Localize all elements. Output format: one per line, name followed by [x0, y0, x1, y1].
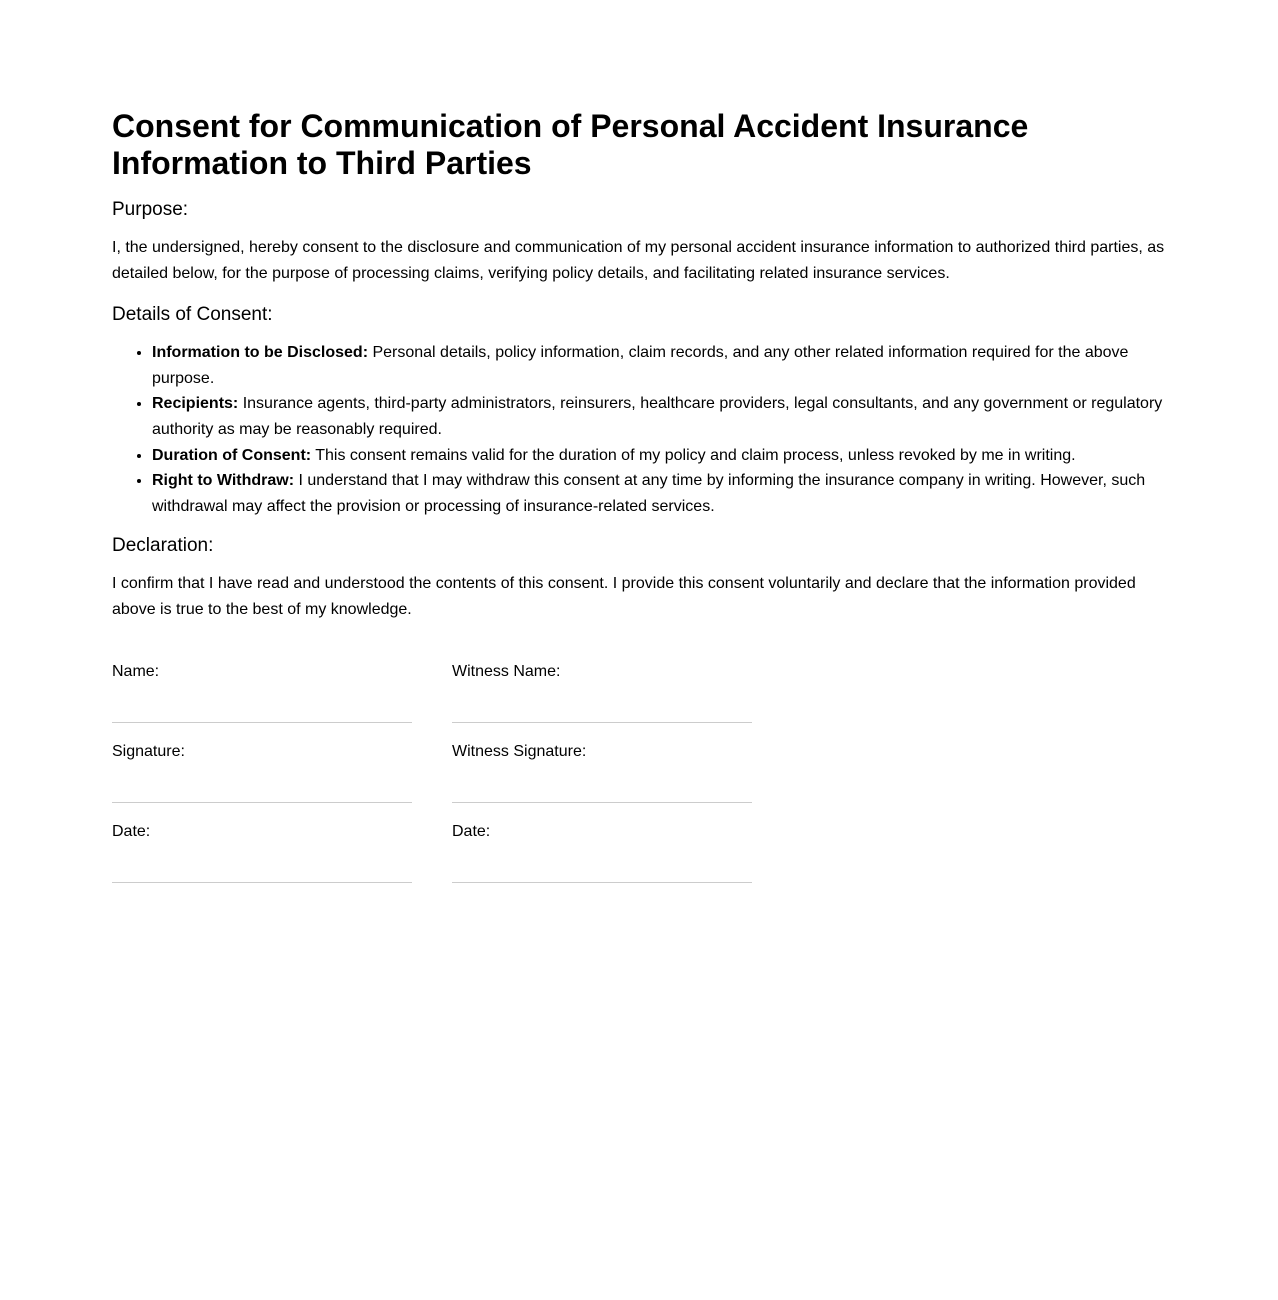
witness-date-field[interactable] — [452, 823, 752, 883]
list-item-label: Right to Withdraw: — [152, 472, 295, 490]
signature-grid — [112, 663, 1170, 883]
declaration-section — [112, 534, 1170, 622]
list-item-label: Recipients: — [152, 395, 239, 413]
signature-label: Signature: — [112, 742, 185, 760]
signature-line[interactable] — [112, 785, 412, 803]
name-line[interactable] — [112, 705, 412, 723]
date-label: Date: — [112, 822, 151, 840]
document-title: Consent for Communication of Personal Accident Insurance Information to Third Parties — [112, 108, 1029, 181]
witness-name-line[interactable] — [452, 705, 752, 723]
declaration-text: I confirm that I have read and understood the contents of this consent. I provide this consent voluntarily and declare that the information provided above is true to the best of my knowledge. — [112, 575, 1136, 618]
list-item-label: Information to be Disclosed: — [152, 344, 369, 362]
witness-name-label: Witness Name: — [452, 662, 561, 680]
list-item-right-to-withdraw — [152, 468, 1170, 519]
witness-signature-field[interactable] — [452, 743, 752, 803]
name-field[interactable] — [112, 663, 412, 723]
list-item-text: I understand that I may withdraw this consent at any time by informing the insurance company in writing. However, such withdrawal may affect the provision or processing of insurance-related services. — [152, 472, 1146, 515]
list-item-recipients — [152, 391, 1170, 442]
witness-signature-label: Witness Signature: — [452, 742, 587, 760]
witness-date-line[interactable] — [452, 865, 752, 883]
list-item-text: Personal details, policy information, claim records, and any other related information required for the above purpose. — [152, 344, 1129, 387]
consent-document — [112, 108, 1170, 883]
date-field[interactable] — [112, 823, 412, 883]
purpose-heading: Purpose: — [112, 199, 189, 220]
date-line[interactable] — [112, 865, 412, 883]
signature-field[interactable] — [112, 743, 412, 803]
details-list — [112, 340, 1170, 519]
name-label: Name: — [112, 662, 160, 680]
list-item-information-disclosed — [152, 340, 1170, 391]
list-item-text: This consent remains valid for the duration of my policy and claim process, unless revoked by me in writing. — [311, 446, 1076, 464]
witness-date-label: Date: — [452, 822, 491, 840]
list-item-duration — [152, 443, 1170, 469]
purpose-text: I, the undersigned, hereby consent to the disclosure and communication of my personal accident insurance information to authorized third parties, as detailed below, for the purpose of processing claims, verifying policy details, and facilitating related insurance services. — [112, 239, 1165, 282]
list-item-label: Duration of Consent: — [152, 446, 312, 464]
witness-name-field[interactable] — [452, 663, 752, 723]
witness-signature-line[interactable] — [452, 785, 752, 803]
purpose-section — [112, 198, 1170, 286]
details-heading: Details of Consent: — [112, 304, 273, 326]
list-item-text: Insurance agents, third-party administrators, reinsurers, healthcare providers, legal consultants, and any government or regulatory authority as may be reasonably required. — [152, 395, 1163, 438]
declaration-heading: Declaration: — [112, 535, 214, 557]
details-section — [112, 303, 1170, 519]
